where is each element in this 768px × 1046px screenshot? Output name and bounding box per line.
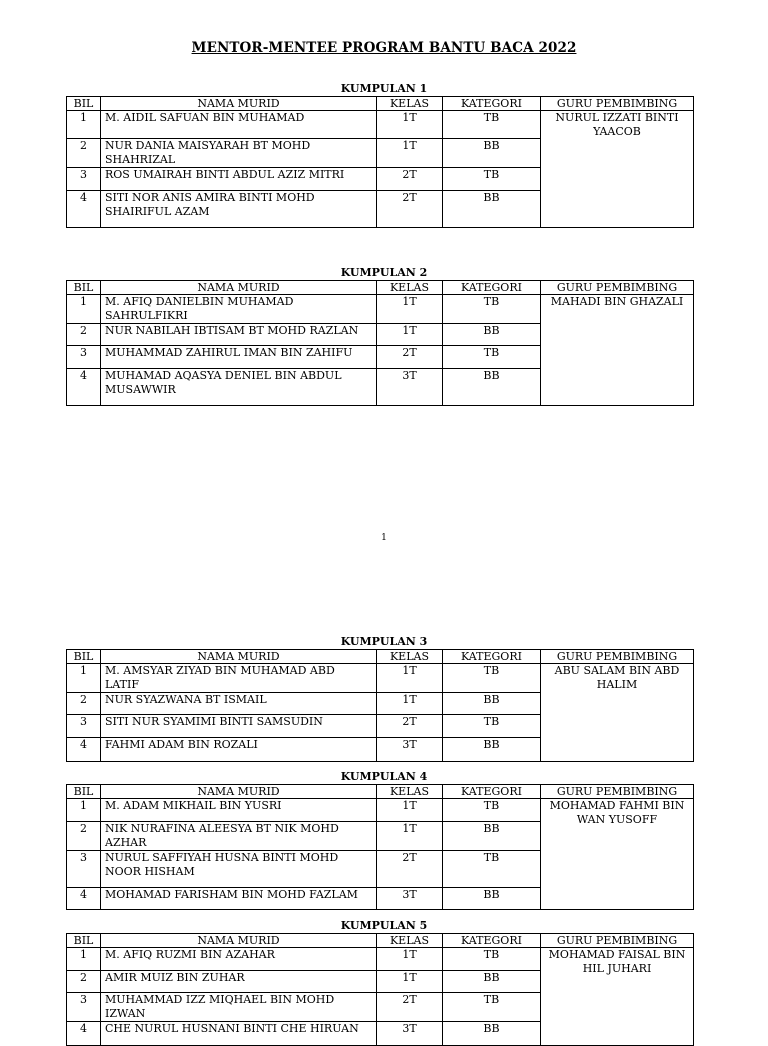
cell-kategori: TB (443, 851, 541, 888)
cell-nama: SITI NOR ANIS AMIRA BINTI MOHD SHAIRIFUL AZAM (101, 191, 377, 228)
cell-nama: SITI NUR SYAMIMI BINTI SAMSUDIN (101, 715, 377, 738)
cell-kelas: 1T (377, 139, 443, 168)
cell-guru-pembimbing: MAHADI BIN GHAZALI (541, 295, 694, 406)
group-table (66, 784, 694, 910)
cell-nama: MOHAMAD FARISHAM BIN MOHD FAZLAM (101, 888, 377, 910)
column-header-kelas: KELAS (377, 281, 443, 295)
cell-nama: ROS UMAIRAH BINTI ABDUL AZIZ MITRI (101, 168, 377, 191)
table-row (67, 799, 694, 822)
cell-kategori: TB (443, 715, 541, 738)
column-header-bil: BIL (67, 785, 101, 799)
cell-bil: 4 (67, 1022, 101, 1046)
column-header-kategori: KATEGORI (443, 934, 541, 948)
column-header-kelas: KELAS (377, 934, 443, 948)
group-title: KUMPULAN 2 (340, 266, 428, 279)
cell-bil: 1 (67, 295, 101, 324)
group-table (66, 649, 694, 762)
cell-kelas: 1T (377, 111, 443, 139)
cell-kelas: 3T (377, 888, 443, 910)
group-title: KUMPULAN 3 (340, 635, 428, 648)
header-row (67, 97, 694, 111)
cell-kategori: TB (443, 295, 541, 324)
column-header-kategori: KATEGORI (443, 97, 541, 111)
column-header-kategori: KATEGORI (443, 281, 541, 295)
cell-kategori: BB (443, 738, 541, 762)
column-header-bil: BIL (67, 934, 101, 948)
cell-nama: M. AFIQ RUZMI BIN AZAHAR (101, 948, 377, 971)
cell-kelas: 3T (377, 369, 443, 406)
cell-kategori: BB (443, 971, 541, 993)
header-row (67, 650, 694, 664)
cell-kelas: 1T (377, 324, 443, 346)
table-row (67, 664, 694, 693)
table-row (67, 295, 694, 324)
cell-nama: MUHAMMAD IZZ MIQHAEL BIN MOHD IZWAN (101, 993, 377, 1022)
group-table (66, 933, 694, 1046)
cell-kelas: 3T (377, 738, 443, 762)
document-title: MENTOR-MENTEE PROGRAM BANTU BACA 2022 (191, 40, 577, 56)
cell-kategori: TB (443, 111, 541, 139)
cell-kelas: 1T (377, 948, 443, 971)
cell-nama: M. AIDIL SAFUAN BIN MUHAMAD (101, 111, 377, 139)
group-table (66, 96, 694, 228)
cell-nama: AMIR MUIZ BIN ZUHAR (101, 971, 377, 993)
cell-bil: 1 (67, 948, 101, 971)
cell-nama: MUHAMAD AQASYA DENIEL BIN ABDUL MUSAWWIR (101, 369, 377, 406)
cell-nama: NUR DANIA MAISYARAH BT MOHD SHAHRIZAL (101, 139, 377, 168)
cell-kelas: 2T (377, 191, 443, 228)
cell-bil: 4 (67, 888, 101, 910)
header-row (67, 934, 694, 948)
header-row (67, 281, 694, 295)
cell-guru-pembimbing: MOHAMAD FAISAL BIN HIL JUHARI (541, 948, 694, 1046)
cell-kelas: 2T (377, 715, 443, 738)
cell-kategori: BB (443, 888, 541, 910)
cell-bil: 4 (67, 369, 101, 406)
cell-kelas: 1T (377, 664, 443, 693)
cell-nama: CHE NURUL HUSNANI BINTI CHE HIRUAN (101, 1022, 377, 1046)
group-title: KUMPULAN 4 (340, 770, 428, 783)
cell-bil: 3 (67, 993, 101, 1022)
cell-bil: 1 (67, 799, 101, 822)
cell-kelas: 1T (377, 971, 443, 993)
cell-nama: FAHMI ADAM BIN ROZALI (101, 738, 377, 762)
cell-kelas: 2T (377, 168, 443, 191)
column-header-kelas: KELAS (377, 97, 443, 111)
cell-kelas: 2T (377, 851, 443, 888)
cell-bil: 3 (67, 346, 101, 369)
cell-kelas: 3T (377, 1022, 443, 1046)
cell-kategori: BB (443, 1022, 541, 1046)
group-title: KUMPULAN 5 (340, 919, 428, 932)
cell-bil: 3 (67, 715, 101, 738)
cell-bil: 2 (67, 971, 101, 993)
column-header-nama: NAMA MURID (101, 785, 377, 799)
column-header-kategori: KATEGORI (443, 785, 541, 799)
cell-nama: NIK NURAFINA ALEESYA BT NIK MOHD AZHAR (101, 822, 377, 851)
page-number: 1 (381, 533, 387, 543)
cell-nama: NUR SYAZWANA BT ISMAIL (101, 693, 377, 715)
column-header-bil: BIL (67, 650, 101, 664)
cell-kategori: BB (443, 139, 541, 168)
cell-guru-pembimbing: ABU SALAM BIN ABD HALIM (541, 664, 694, 762)
column-header-guru: GURU PEMBIMBING (541, 934, 694, 948)
column-header-kelas: KELAS (377, 650, 443, 664)
column-header-guru: GURU PEMBIMBING (541, 650, 694, 664)
column-header-guru: GURU PEMBIMBING (541, 97, 694, 111)
cell-nama: NURUL SAFFIYAH HUSNA BINTI MOHD NOOR HISHAM (101, 851, 377, 888)
cell-bil: 1 (67, 664, 101, 693)
column-header-nama: NAMA MURID (101, 650, 377, 664)
cell-kategori: TB (443, 993, 541, 1022)
column-header-kelas: KELAS (377, 785, 443, 799)
group-title: KUMPULAN 1 (340, 82, 428, 95)
group-table (66, 280, 694, 406)
cell-nama: M. AFIQ DANIELBIN MUHAMAD SAHRULFIKRI (101, 295, 377, 324)
cell-nama: M. ADAM MIKHAIL BIN YUSRI (101, 799, 377, 822)
cell-kategori: TB (443, 168, 541, 191)
cell-kelas: 1T (377, 799, 443, 822)
cell-bil: 2 (67, 139, 101, 168)
cell-bil: 3 (67, 851, 101, 888)
cell-bil: 2 (67, 693, 101, 715)
cell-kategori: BB (443, 191, 541, 228)
cell-kategori: BB (443, 822, 541, 851)
cell-nama: NUR NABILAH IBTISAM BT MOHD RAZLAN (101, 324, 377, 346)
column-header-nama: NAMA MURID (101, 281, 377, 295)
cell-kelas: 2T (377, 346, 443, 369)
table-row (67, 948, 694, 971)
cell-kelas: 1T (377, 822, 443, 851)
column-header-guru: GURU PEMBIMBING (541, 281, 694, 295)
cell-kategori: BB (443, 693, 541, 715)
cell-kategori: BB (443, 324, 541, 346)
cell-kategori: TB (443, 799, 541, 822)
cell-kelas: 1T (377, 693, 443, 715)
cell-bil: 4 (67, 738, 101, 762)
header-row (67, 785, 694, 799)
cell-kategori: BB (443, 369, 541, 406)
cell-guru-pembimbing: MOHAMAD FAHMI BIN WAN YUSOFF (541, 799, 694, 910)
column-header-guru: GURU PEMBIMBING (541, 785, 694, 799)
cell-bil: 2 (67, 324, 101, 346)
column-header-bil: BIL (67, 281, 101, 295)
cell-kategori: TB (443, 346, 541, 369)
column-header-kategori: KATEGORI (443, 650, 541, 664)
cell-bil: 2 (67, 822, 101, 851)
cell-kelas: 1T (377, 295, 443, 324)
cell-kategori: TB (443, 948, 541, 971)
column-header-nama: NAMA MURID (101, 934, 377, 948)
cell-kelas: 2T (377, 993, 443, 1022)
cell-kategori: TB (443, 664, 541, 693)
cell-bil: 3 (67, 168, 101, 191)
column-header-bil: BIL (67, 97, 101, 111)
cell-nama: MUHAMMAD ZAHIRUL IMAN BIN ZAHIFU (101, 346, 377, 369)
table-row (67, 111, 694, 139)
cell-guru-pembimbing: NURUL IZZATI BINTI YAACOB (541, 111, 694, 228)
cell-nama: M. AMSYAR ZIYAD BIN MUHAMAD ABD LATIF (101, 664, 377, 693)
cell-bil: 4 (67, 191, 101, 228)
column-header-nama: NAMA MURID (101, 97, 377, 111)
cell-bil: 1 (67, 111, 101, 139)
